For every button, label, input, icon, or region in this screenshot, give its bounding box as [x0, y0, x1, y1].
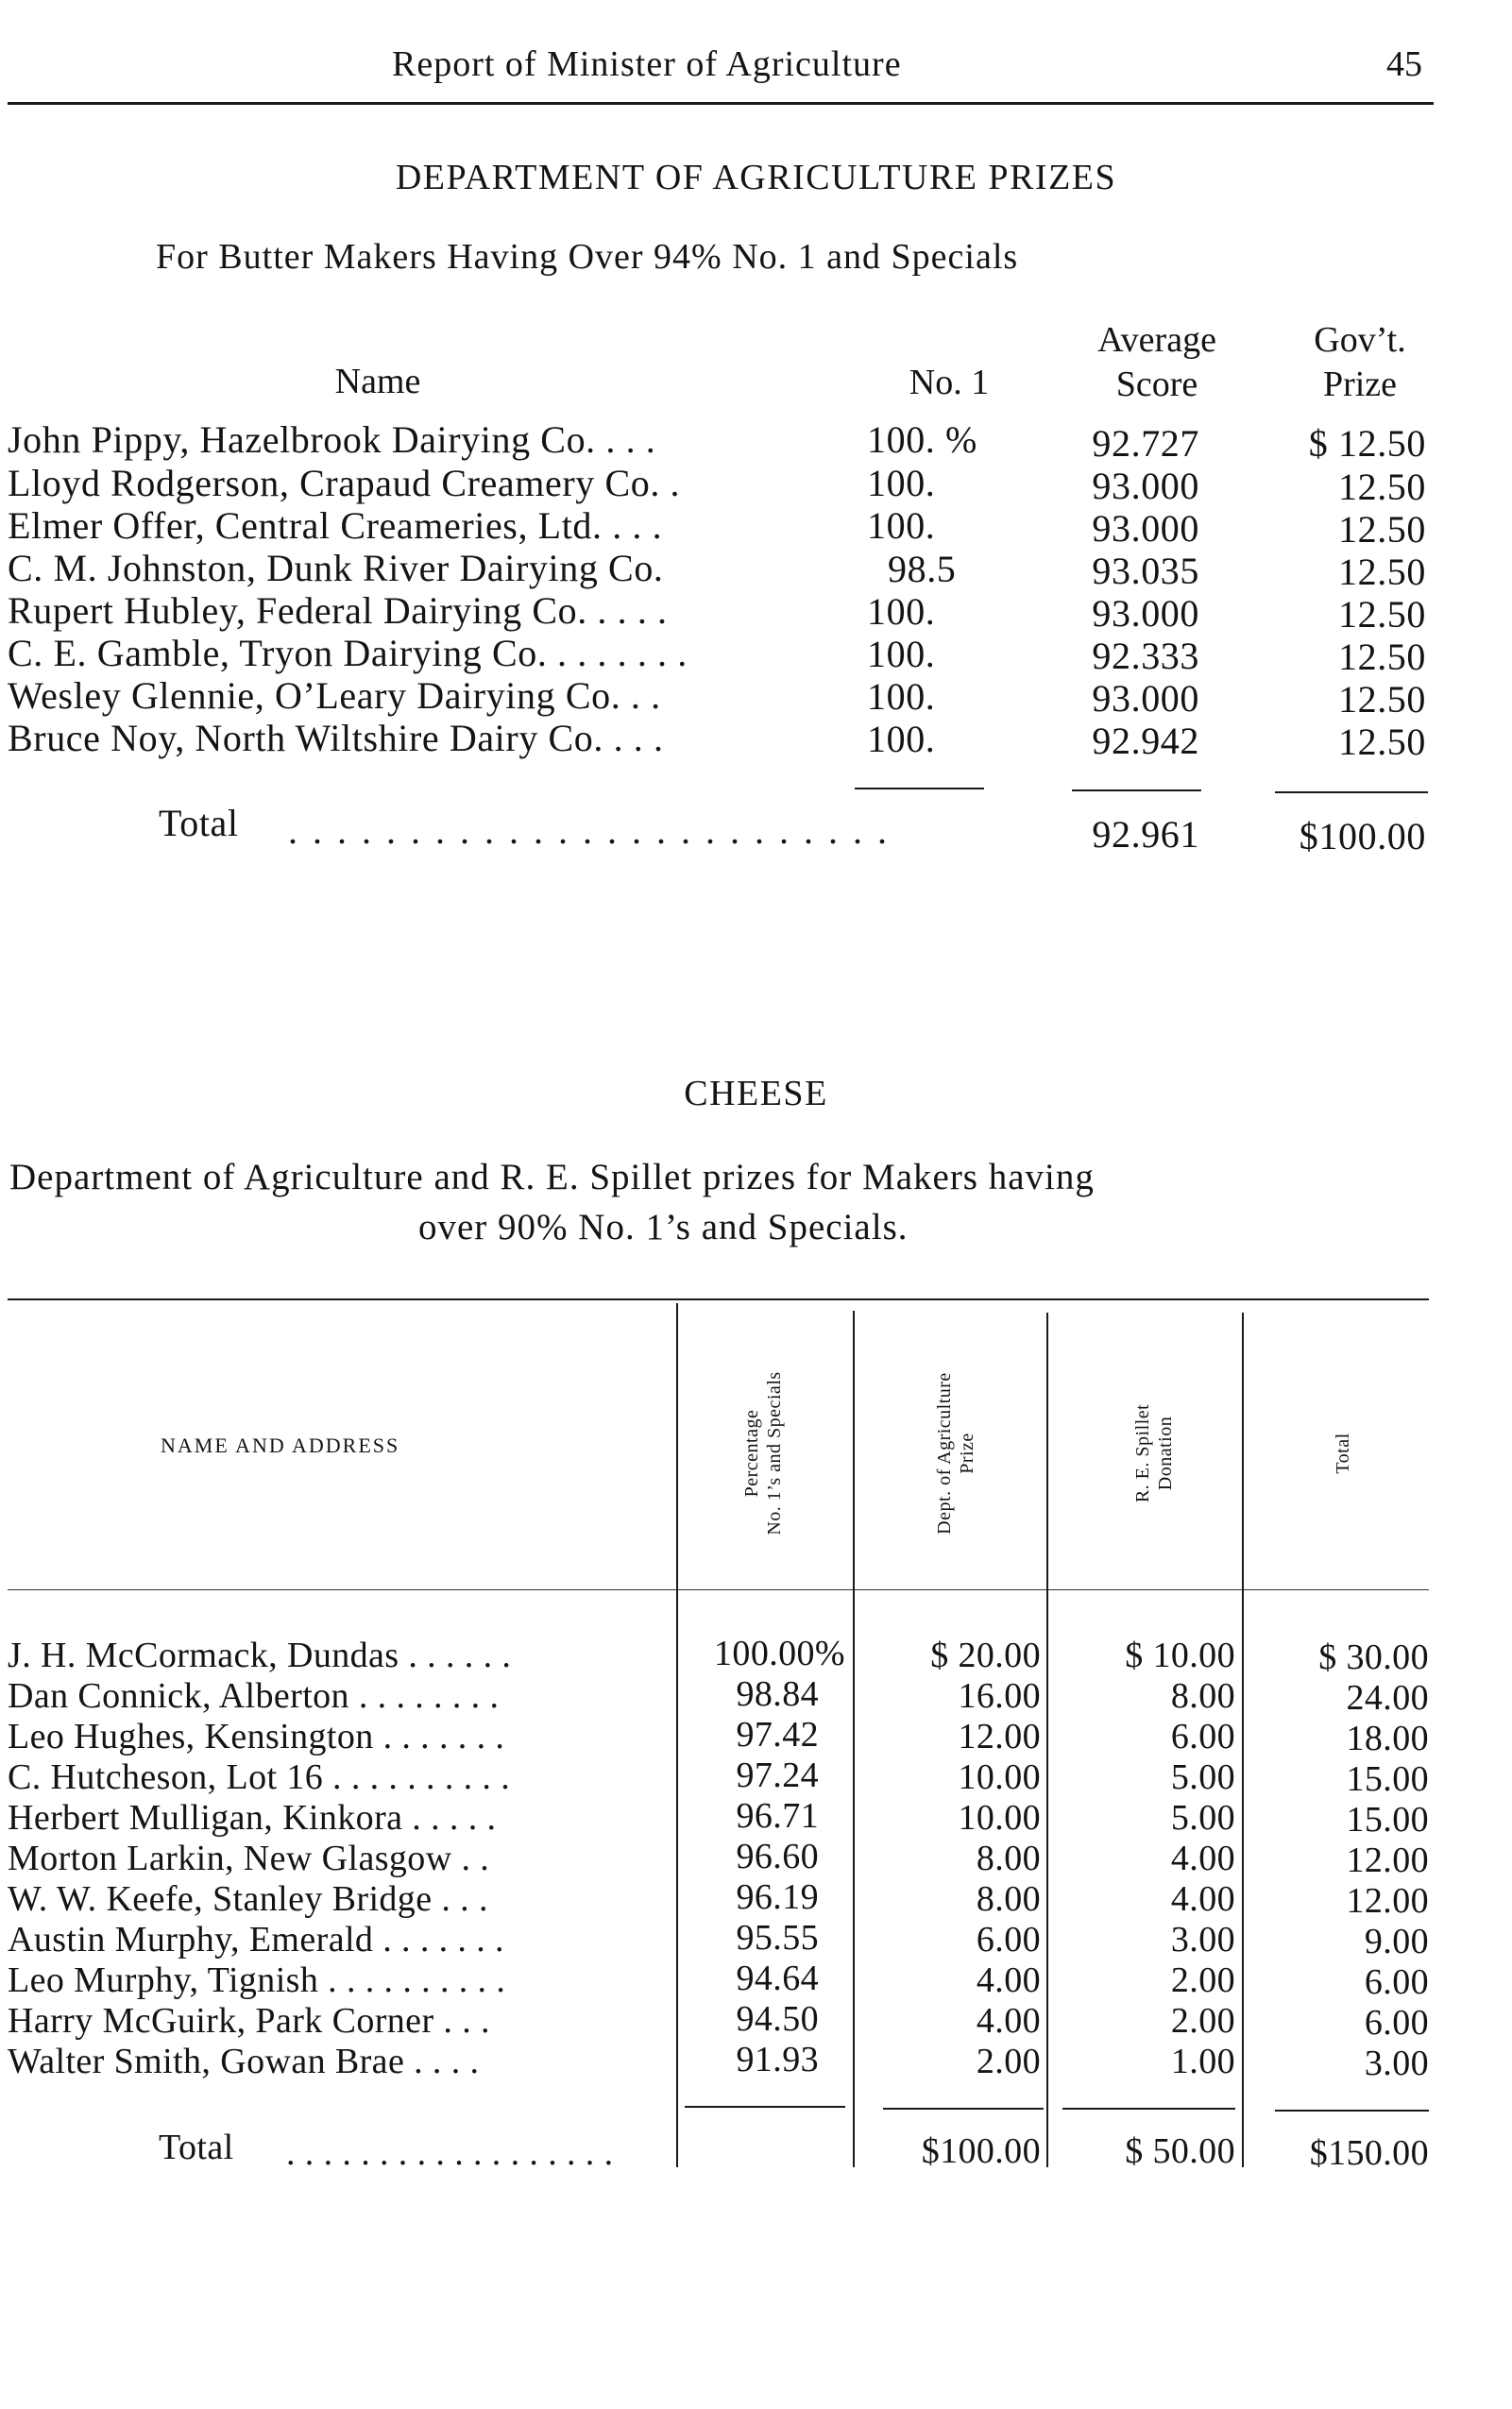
- cheese-header-top-rule: [8, 1298, 1429, 1300]
- cheese-spillet-donation: 3.00: [1170, 1920, 1235, 1959]
- cheese-col-divider-1: [676, 1303, 678, 2167]
- butter-prize-total-rule: [1275, 791, 1428, 793]
- butter-average-score: 92.727: [1092, 422, 1199, 465]
- cheese-maker-name: Harry McGuirk, Park Corner . . .: [8, 2001, 490, 2041]
- cheese-col-spillet-header-2: Donation: [1155, 1416, 1176, 1491]
- cheese-percentage: 97.42: [736, 1715, 819, 1755]
- butter-average-score: 93.000: [1092, 465, 1199, 507]
- cheese-spillet-donation: 1.00: [1170, 2042, 1235, 2081]
- cheese-spillet-donation: 4.00: [1170, 1839, 1235, 1878]
- butter-prize-value: 12.50: [1338, 466, 1426, 508]
- cheese-percentage: 96.71: [736, 1796, 819, 1836]
- butter-total-average: 92.961: [1092, 813, 1199, 856]
- cheese-total-leader: . . . . . . . . . . . . . . . . . .: [286, 2133, 614, 2173]
- butter-no1-value: 100.: [867, 675, 936, 718]
- butter-maker-name: Wesley Glennie, O’Leary Dairying Co. . .: [8, 674, 661, 717]
- cheese-spillet-donation: 5.00: [1170, 1757, 1235, 1797]
- cheese-header-bottom-rule: [8, 1589, 1429, 1590]
- butter-section-title: DEPARTMENT OF AGRICULTURE PRIZES: [395, 158, 1117, 197]
- cheese-col-total-header: [1332, 1416, 1360, 1491]
- butter-no1-value: 100. %: [867, 418, 977, 461]
- butter-maker-name: Bruce Noy, North Wiltshire Dairy Co. . . .: [8, 717, 664, 759]
- cheese-col-divider-4: [1242, 1313, 1244, 2167]
- cheese-total: 9.00: [1364, 1922, 1429, 1961]
- cheese-dept-prize: 16.00: [958, 1676, 1041, 1716]
- butter-prize-value: 12.50: [1338, 508, 1426, 551]
- cheese-subtitle-line-2: over 90% No. 1’s and Specials.: [418, 1207, 909, 1247]
- cheese-subtitle-line-1: Department of Agriculture and R. E. Spillet prizes for Makers having: [9, 1157, 1095, 1197]
- cheese-percentage: 94.64: [736, 1959, 819, 1998]
- page-number: 45: [1386, 44, 1422, 84]
- butter-col-prize-header-1: Gov’t.: [1314, 320, 1406, 360]
- cheese-percentage: 100.00%: [714, 1634, 845, 1673]
- butter-maker-name: John Pippy, Hazelbrook Dairying Co. . . .: [8, 418, 656, 461]
- butter-maker-name: C. E. Gamble, Tryon Dairying Co. . . . . . . .: [8, 632, 688, 674]
- butter-col-no1-header: No. 1: [909, 363, 990, 402]
- cheese-dept-prize: 4.00: [976, 2001, 1041, 2041]
- cheese-total-spillet: $ 50.00: [1125, 2131, 1235, 2171]
- cheese-total: 24.00: [1346, 1678, 1429, 1718]
- cheese-total: 18.00: [1346, 1719, 1429, 1758]
- butter-maker-name: C. M. Johnston, Dunk River Dairying Co.: [8, 547, 664, 589]
- cheese-total: $ 30.00: [1318, 1637, 1429, 1677]
- cheese-dept-prize: 8.00: [976, 1839, 1041, 1878]
- cheese-col-percentage-header: [740, 1335, 791, 1571]
- cheese-col-dept-header-1: Dept. of Agriculture: [934, 1372, 955, 1535]
- cheese-percentage-total-rule: [685, 2106, 845, 2108]
- cheese-total-total-rule: [1275, 2110, 1429, 2112]
- cheese-spillet-donation: 4.00: [1170, 1879, 1235, 1919]
- butter-prize-value: $ 12.50: [1308, 422, 1426, 465]
- butter-prize-value: 12.50: [1338, 593, 1426, 636]
- cheese-col-spillet-header: [1131, 1364, 1182, 1543]
- butter-total-prize: $100.00: [1299, 815, 1426, 857]
- cheese-maker-name: Herbert Mulligan, Kinkora . . . . .: [8, 1798, 497, 1838]
- butter-no1-value: 100.: [867, 462, 936, 504]
- cheese-total: 15.00: [1346, 1759, 1429, 1799]
- cheese-dept-prize: 6.00: [976, 1920, 1041, 1959]
- cheese-maker-name: Leo Murphy, Tignish . . . . . . . . . .: [8, 1960, 506, 2000]
- butter-prize-value: 12.50: [1338, 551, 1426, 593]
- cheese-maker-name: Morton Larkin, New Glasgow . .: [8, 1839, 490, 1878]
- butter-no1-value: 100.: [867, 718, 936, 760]
- butter-average-score: 92.333: [1092, 635, 1199, 677]
- cheese-spillet-total-rule: [1062, 2108, 1235, 2110]
- butter-maker-name: Lloyd Rodgerson, Crapaud Creamery Co. .: [8, 462, 681, 504]
- butter-average-score: 93.000: [1092, 592, 1199, 635]
- cheese-dept-prize: 8.00: [976, 1879, 1041, 1919]
- cheese-spillet-donation: 2.00: [1170, 1960, 1235, 2000]
- butter-no1-value: 100.: [867, 633, 936, 675]
- butter-prize-value: 12.50: [1338, 721, 1426, 763]
- cheese-dept-prize: $ 20.00: [930, 1636, 1041, 1675]
- cheese-percentage: 94.50: [736, 1999, 819, 2039]
- cheese-total: 3.00: [1364, 2044, 1429, 2083]
- cheese-dept-prize: 10.00: [958, 1757, 1041, 1797]
- cheese-total: 12.00: [1346, 1881, 1429, 1921]
- cheese-maker-name: Austin Murphy, Emerald . . . . . . .: [8, 1920, 504, 1959]
- cheese-total-total: $150.00: [1309, 2133, 1429, 2173]
- butter-total-leader: . . . . . . . . . . . . . . . . . . . . . . . . .: [288, 809, 890, 852]
- butter-prize-value: 12.50: [1338, 636, 1426, 678]
- butter-no1-value: 100.: [867, 590, 936, 633]
- butter-maker-name: Rupert Hubley, Federal Dairying Co. . . . .: [8, 589, 668, 632]
- butter-average-score: 93.000: [1092, 507, 1199, 550]
- cheese-maker-name: Leo Hughes, Kensington . . . . . . .: [8, 1717, 505, 1756]
- cheese-spillet-donation: 6.00: [1170, 1717, 1235, 1756]
- cheese-total: 6.00: [1364, 1962, 1429, 2002]
- cheese-total-label: Total: [159, 2128, 234, 2167]
- cheese-percentage: 91.93: [736, 2040, 819, 2079]
- cheese-col-dept-header: [933, 1326, 984, 1581]
- cheese-total: 6.00: [1364, 2003, 1429, 2043]
- cheese-col-percentage-header-1: Percentage: [741, 1409, 762, 1498]
- cheese-maker-name: Walter Smith, Gowan Brae . . . .: [8, 2042, 480, 2081]
- butter-col-average-header-2: Score: [1115, 365, 1198, 404]
- cheese-dept-prize: 2.00: [976, 2042, 1041, 2081]
- cheese-spillet-donation: 2.00: [1170, 2001, 1235, 2041]
- butter-average-score: 93.000: [1092, 677, 1199, 720]
- cheese-percentage: 97.24: [736, 1756, 819, 1795]
- cheese-maker-name: W. W. Keefe, Stanley Bridge . . .: [8, 1879, 488, 1919]
- cheese-col-dept-header-2: Prize: [957, 1433, 977, 1474]
- butter-average-total-rule: [1072, 789, 1201, 791]
- cheese-total: 12.00: [1346, 1841, 1429, 1880]
- butter-no1-value: 98.5: [888, 548, 957, 590]
- cheese-col-name-header: NAME AND ADDRESS: [161, 1434, 400, 1457]
- cheese-maker-name: Dan Connick, Alberton . . . . . . . .: [8, 1676, 500, 1716]
- cheese-maker-name: J. H. McCormack, Dundas . . . . . .: [8, 1636, 512, 1675]
- header-rule: [8, 102, 1434, 105]
- cheese-dept-prize: 4.00: [976, 1960, 1041, 2000]
- cheese-percentage: 95.55: [736, 1918, 819, 1958]
- butter-average-score: 93.035: [1092, 550, 1199, 592]
- cheese-percentage: 96.19: [736, 1877, 819, 1917]
- cheese-dept-prize: 12.00: [958, 1717, 1041, 1756]
- cheese-col-spillet-header-1: R. E. Spillet: [1132, 1403, 1153, 1503]
- cheese-col-percentage-header-2: No. 1’s and Specials: [764, 1371, 785, 1535]
- butter-col-prize-header-2: Prize: [1322, 365, 1398, 404]
- butter-no1-total-rule: [855, 788, 984, 789]
- butter-col-name-header: Name: [334, 362, 421, 401]
- cheese-spillet-donation: $ 10.00: [1125, 1636, 1235, 1675]
- butter-col-average-header-1: Average: [1097, 320, 1216, 360]
- butter-prize-value: 12.50: [1338, 678, 1426, 721]
- butter-average-score: 92.942: [1092, 720, 1199, 762]
- cheese-dept-prize: 10.00: [958, 1798, 1041, 1838]
- butter-no1-value: 100.: [867, 504, 936, 547]
- cheese-total-dept: $100.00: [921, 2131, 1041, 2171]
- cheese-percentage: 96.60: [736, 1837, 819, 1876]
- cheese-maker-name: C. Hutcheson, Lot 16 . . . . . . . . . .: [8, 1757, 511, 1797]
- butter-total-label: Total: [159, 802, 239, 844]
- cheese-col-total-header-label: Total: [1333, 1433, 1353, 1474]
- running-head: Report of Minister of Agriculture: [392, 44, 902, 84]
- butter-section-subtitle: For Butter Makers Having Over 94% No. 1 and Specials: [156, 237, 1019, 277]
- cheese-spillet-donation: 5.00: [1170, 1798, 1235, 1838]
- cheese-dept-total-rule: [883, 2108, 1044, 2110]
- cheese-total: 15.00: [1346, 1800, 1429, 1840]
- cheese-section-title: CHEESE: [684, 1074, 828, 1113]
- butter-maker-name: Elmer Offer, Central Creameries, Ltd. . . .: [8, 504, 663, 547]
- cheese-spillet-donation: 8.00: [1170, 1676, 1235, 1716]
- cheese-percentage: 98.84: [736, 1674, 819, 1714]
